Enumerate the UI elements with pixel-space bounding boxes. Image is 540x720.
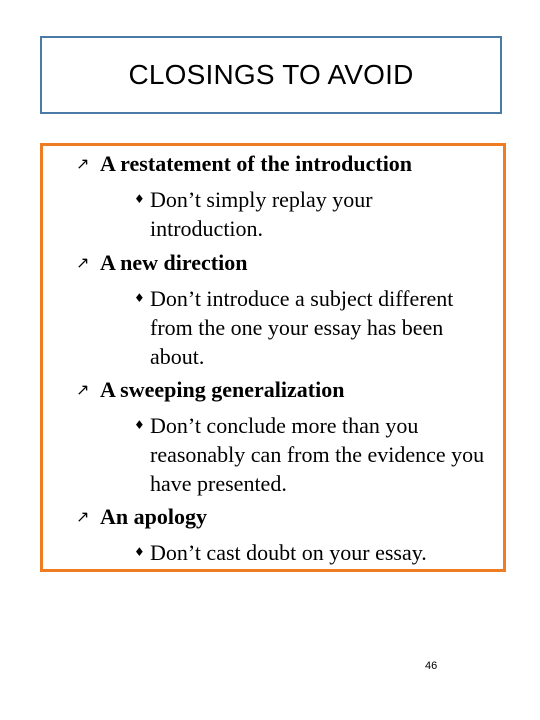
closing-detail: Don’t introduce a subject different from the one your essay has been about. <box>150 286 454 369</box>
closing-detail: Don’t simply replay your introduction. <box>150 187 373 241</box>
closing-detail: Don’t cast doubt on your essay. <box>150 540 427 565</box>
arrow-bullet-icon: ↗ <box>76 253 90 272</box>
closing-heading: A restatement of the introduction <box>100 151 413 176</box>
arrow-bullet-icon: ↗ <box>76 380 90 399</box>
diamond-bullet-icon: ♦ <box>134 291 145 305</box>
diamond-bullet-icon: ♦ <box>134 192 145 206</box>
closing-heading: A sweeping generalization <box>100 377 345 402</box>
closing-detail: Don’t conclude more than you reasonably can from the evidence you have presented. <box>150 413 485 496</box>
slide-title: CLOSINGS TO AVOID <box>128 59 414 90</box>
arrow-bullet-icon: ↗ <box>76 154 90 173</box>
arrow-bullet-icon: ↗ <box>76 507 90 526</box>
closing-heading: An apology <box>100 504 207 529</box>
diamond-bullet-icon: ♦ <box>134 418 145 432</box>
content-box <box>40 143 506 572</box>
page-number: 46 <box>425 660 438 672</box>
diamond-bullet-icon: ♦ <box>134 545 145 559</box>
closing-heading: A new direction <box>100 250 248 275</box>
title-box <box>40 36 502 114</box>
